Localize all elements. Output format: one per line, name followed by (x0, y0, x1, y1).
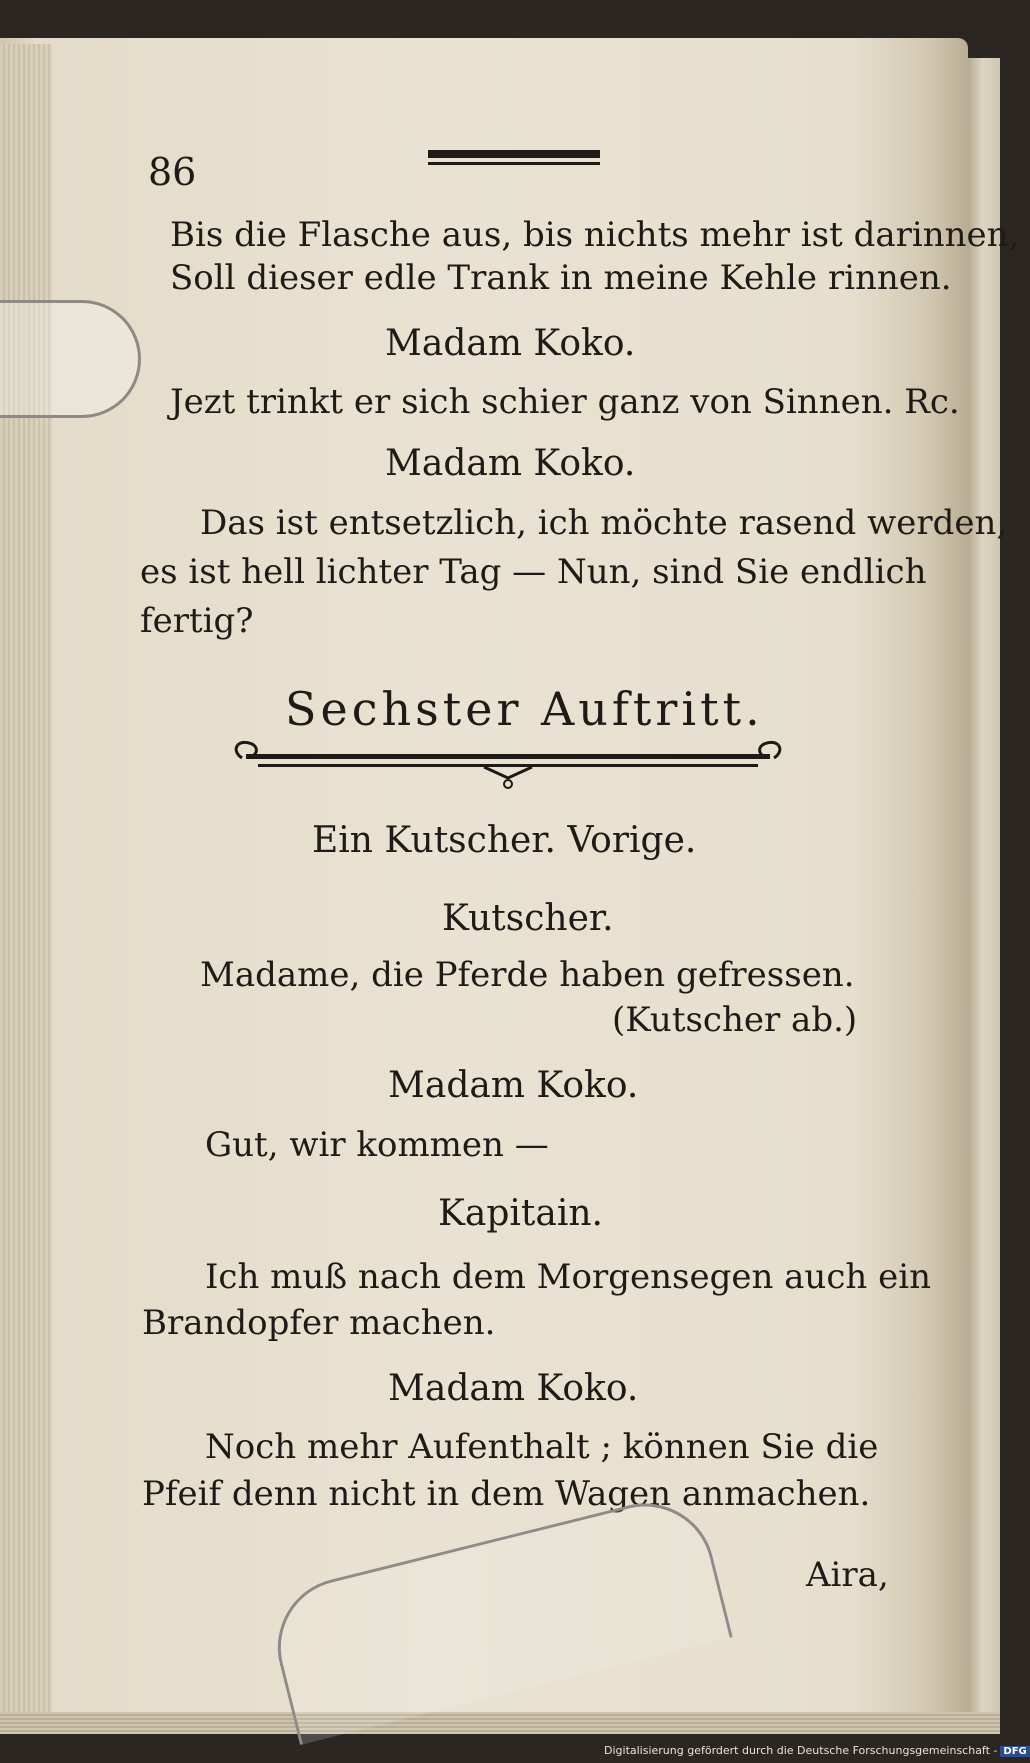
dialogue-line: Gut, wir kommen — (205, 1125, 549, 1165)
dialogue-line: Pfeif denn nicht in dem Wagen anmachen. (142, 1474, 871, 1514)
speaker-name: Madam Koko. (388, 1368, 639, 1409)
speaker-name: Madam Koko. (385, 443, 636, 484)
speaker-name: Madam Koko. (388, 1065, 639, 1106)
dialogue-line: Jezt trinkt er sich schier ganz von Sinnen. Rc. (170, 382, 960, 422)
speaker-name: Kutscher. (442, 898, 614, 939)
stage-direction: (Kutscher ab.) (612, 1000, 858, 1040)
dialogue-line: Brandopfer machen. (142, 1303, 496, 1343)
dialogue-line: fertig? (140, 601, 254, 641)
facing-page-edge (968, 58, 1000, 1718)
dialogue-line: Noch mehr Aufenthalt ; können Sie die (205, 1427, 879, 1467)
footer-text: Digitalisierung gefördert durch die Deutsche Forschungsgemeinschaft - (604, 1744, 998, 1757)
speaker-name: Kapitain. (438, 1193, 603, 1234)
dialogue-line: Das ist entsetzlich, ich möchte rasend werden, (200, 503, 1008, 543)
bottom-page-edges (0, 1712, 1000, 1734)
page-number: 86 (148, 150, 197, 194)
page-clip-top (0, 300, 141, 418)
verse-line-2: Soll dieser edle Trank in meine Kehle rinnen. (170, 258, 952, 298)
speaker-name: Madam Koko. (385, 323, 636, 364)
ornamental-divider (228, 732, 788, 792)
catchword: Aira, (806, 1555, 889, 1595)
verse-line-1: Bis die Flasche aus, bis nichts mehr ist darinnen, (170, 215, 1020, 255)
dialogue-line: es ist hell lichter Tag — Nun, sind Sie endlich (140, 552, 927, 592)
digitization-footer (604, 1744, 1030, 1757)
page-edges (0, 44, 52, 1724)
header-double-rule (428, 148, 600, 172)
dfg-logo: DFG (1000, 1746, 1029, 1757)
cast-line: Ein Kutscher. Vorige. (312, 820, 697, 861)
dialogue-line: Ich muß nach dem Morgensegen auch ein (205, 1257, 931, 1297)
scene-title: Sechster Auftritt. (285, 682, 764, 736)
dialogue-line: Madame, die Pferde haben gefressen. (200, 955, 855, 995)
